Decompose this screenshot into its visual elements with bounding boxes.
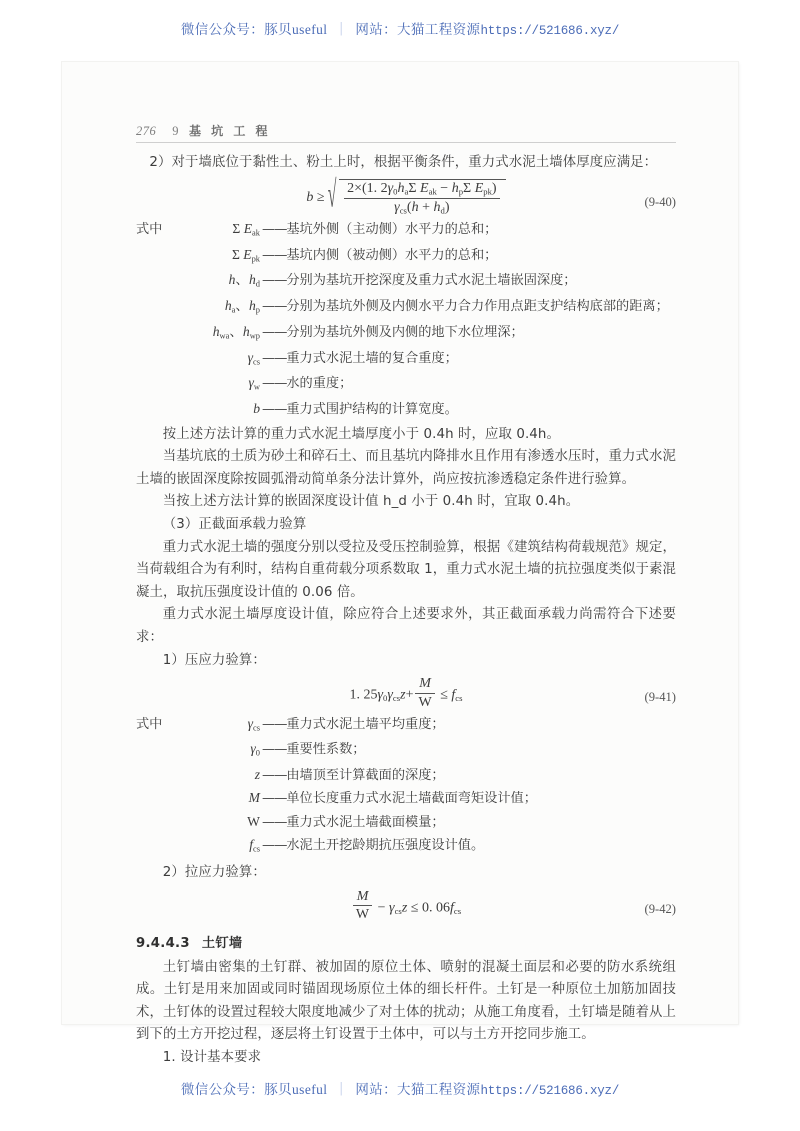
watermark-top [0, 18, 800, 38]
definition-text: 重力式围护结构的计算宽度。 [286, 402, 458, 418]
equation-9-40-expression: b ≥ √ $\frac{2\times(1. 2\gamma_0h_a\Sigma E_{ak} - h_p\Sigma E_{pk})}{\gamma_{cs}(h + h_d)}$ [136, 179, 676, 216]
definition-list-1 [136, 218, 676, 422]
paragraph-sand-gravel: 当基坑底的土质为砂土和碎石土、而且基坑内降排水且作用有渗透水压时，重力式水泥土墙的嵌固深度除按圆弧滑动简单条分法计算外，尚应按抗渗透稳定条件进行验算。 [136, 449, 676, 487]
heading-item1-compressive-check: 1）压应力验算： [162, 652, 266, 668]
watermark-url: https://521686.xyz/ [480, 24, 620, 38]
definition-symbol: $\gamma_{cs}$ [247, 715, 260, 732]
definition-row [136, 295, 676, 321]
paragraph-strength-control: 重力式水泥土墙的强度分别以受拉及受压控制验算，根据《建筑结构荷载规范》规定，当荷载组合为有利时，结构自重荷载分项系数取 1，重力式水泥土墙的抗拉强度类似于素混凝土，取抗压强度设计值的 0.06 倍。 [136, 539, 676, 600]
watermark-url: https://521686.xyz/ [480, 1084, 620, 1098]
definition-row [136, 244, 676, 270]
section-heading-9-4-4-3 [136, 933, 676, 956]
definition-dash: —— [262, 791, 287, 807]
section-title: 土钉墙 [201, 935, 243, 951]
definition-row [136, 218, 676, 244]
definition-dash: —— [262, 299, 287, 315]
definition-row [136, 321, 676, 347]
definition-symbol: h、$h_d$ [228, 272, 260, 289]
definition-text: 由墙顶至计算截面的深度； [286, 768, 445, 784]
section-number: 9.4.4.3 [136, 935, 190, 951]
definition-list-lead: 式中 [136, 716, 163, 732]
definition-dash: —— [262, 402, 287, 418]
definition-row [136, 811, 676, 834]
watermark-wechat-name: 豚贝useful [264, 1082, 328, 1097]
definition-text: 重要性系数； [286, 742, 366, 758]
definition-row [136, 764, 676, 787]
paragraph-soil-nail-wall: 土钉墙由密集的土钉群、被加固的原位土体、喷射的混凝土面层和必要的防水系统组成。土钉是用来加固或同时锚固现场原位土体的细长杆件。土钉是一种原位土加筋加固技术，土钉体的设置过程较大限度地减少了对土体的扰动；从施工角度看，土钉墙是随着从上到下的土方开挖过程，逐层将土钉设置于土体中，可以与土方开挖同步施工。 [136, 959, 676, 1043]
page-text-column [136, 122, 676, 1070]
definition-list-lead: 式中 [136, 221, 163, 237]
definition-dash: —— [262, 350, 287, 366]
definition-dash: —— [262, 742, 287, 758]
definition-row [136, 834, 676, 860]
heading-item3-section-bearing: （3）正截面承载力验算 [162, 517, 307, 533]
equation-9-41-expression: 1. $25\gamma_0\gamma_{cs}z+$ $\frac{M}{W}$ ≤ $f_{cs}$ [349, 676, 463, 710]
heading-item1-design-requirements: 1. 设计基本要求 [162, 1049, 262, 1065]
definition-symbol: $f_{cs}$ [249, 837, 260, 854]
watermark-site-label: 网站： [355, 22, 398, 37]
definition-symbol: Σ $E_{ak}$ [232, 220, 260, 238]
watermark-wechat-label: 微信公众号： [180, 1082, 265, 1097]
definition-row [136, 398, 676, 421]
paragraph-thickness-requirement: 重力式水泥土墙厚度设计值，除应符合上述要求外，其正截面承载力尚需符合下述要求： [136, 607, 676, 645]
watermark-separator: ｜ [334, 1082, 349, 1097]
definition-row [136, 347, 676, 373]
scanned-page-sheet [62, 62, 738, 1065]
definition-text: 基坑内侧（被动侧）水平力的总和； [286, 247, 498, 263]
watermark-site-name: 大猫工程资源 [397, 1082, 481, 1097]
definition-text: 分别为基坑外侧及内侧水平力合力作用点距支护结构底部的距离； [286, 299, 669, 315]
definition-row [136, 787, 676, 810]
chapter-title: 基 坑 工 程 [189, 124, 271, 138]
definition-dash: —— [262, 814, 287, 830]
watermark-separator: ｜ [334, 22, 349, 37]
definition-row [136, 738, 676, 764]
definition-row [136, 372, 676, 398]
watermark-site-label: 网站： [355, 1082, 398, 1097]
definition-text: 重力式水泥土墙截面模量； [286, 814, 445, 830]
body-column [136, 152, 676, 1070]
definition-row [136, 269, 676, 295]
definition-symbol: $\gamma_0$ [250, 741, 260, 758]
definition-symbol: $\gamma_w$ [248, 375, 260, 392]
paragraph-embed-min: 当按上述方法计算的嵌固深度设计值 h_d 小于 0.4h 时，宜取 0.4h。 [162, 494, 580, 510]
definition-symbol: $h_{wa}$、$h_{wp}$ [212, 323, 260, 341]
definition-text: 重力式水泥土墙的复合重度； [286, 350, 458, 366]
definition-text: 重力式水泥土墙平均重度； [286, 716, 445, 732]
definition-dash: —— [262, 221, 287, 237]
definition-dash: —— [262, 838, 287, 854]
equation-9-41-number: (9-41) [644, 689, 676, 704]
definition-text: 单位长度重力式水泥土墙截面弯矩设计值； [286, 791, 537, 807]
watermark-wechat-name: 豚贝useful [264, 22, 328, 37]
equation-9-42-expression: $\frac{M}{W}$ − $\gamma_{cs}z \le 0$. $06f_{cs}$ [136, 889, 676, 923]
paragraph-min-thickness: 按上述方法计算的重力式水泥土墙厚度小于 0.4h 时，应取 0.4h。 [162, 426, 561, 442]
running-head [136, 122, 676, 143]
definition-list-2 [136, 713, 676, 861]
definition-dash: —— [262, 273, 287, 289]
definition-dash: —— [262, 247, 287, 263]
definition-text: 水泥土开挖龄期抗压强度设计值。 [286, 838, 485, 854]
heading-item2-tensile-check: 2）拉应力验算： [162, 865, 266, 881]
equation-9-40 [136, 179, 676, 216]
definition-symbol: z [254, 767, 260, 783]
chapter-number: 9 [172, 124, 179, 138]
definition-symbol: W [247, 813, 260, 829]
paragraph-item2-intro: 2）对于墙底位于黏性土、粉土上时，根据平衡条件，重力式水泥土墙体厚度应满足： [149, 155, 658, 170]
definition-dash: —— [262, 324, 287, 340]
definition-row [136, 713, 676, 739]
watermark-wechat-label: 微信公众号： [180, 22, 265, 37]
equation-9-42-number: (9-42) [644, 902, 676, 917]
definition-dash: —— [262, 716, 287, 732]
definition-dash: —— [262, 376, 287, 392]
definition-text: 分别为基坑外侧及内侧的地下水位埋深； [286, 324, 524, 340]
definition-symbol: M [248, 790, 260, 806]
watermark-site-name: 大猫工程资源 [397, 22, 481, 37]
definition-text: 分别为基坑开挖深度及重力式水泥土墙嵌固深度； [286, 273, 577, 289]
definition-text: 水的重度； [286, 376, 353, 392]
equation-9-42 [136, 889, 676, 923]
definition-symbol: Σ $E_{pk}$ [231, 246, 260, 263]
definition-dash: —— [262, 768, 287, 784]
definition-symbol: $h_a$、$h_p$ [224, 298, 260, 315]
definition-text: 基坑外侧（主动侧）水平力的总和； [286, 221, 498, 237]
equation-9-41 [136, 676, 676, 710]
page-folio-number: 276 [136, 124, 157, 138]
watermark-bottom [0, 1078, 800, 1098]
definition-symbol: $\gamma_{cs}$ [247, 349, 260, 367]
equation-9-40-number: (9-40) [644, 195, 676, 210]
definition-symbol: b [253, 401, 260, 417]
